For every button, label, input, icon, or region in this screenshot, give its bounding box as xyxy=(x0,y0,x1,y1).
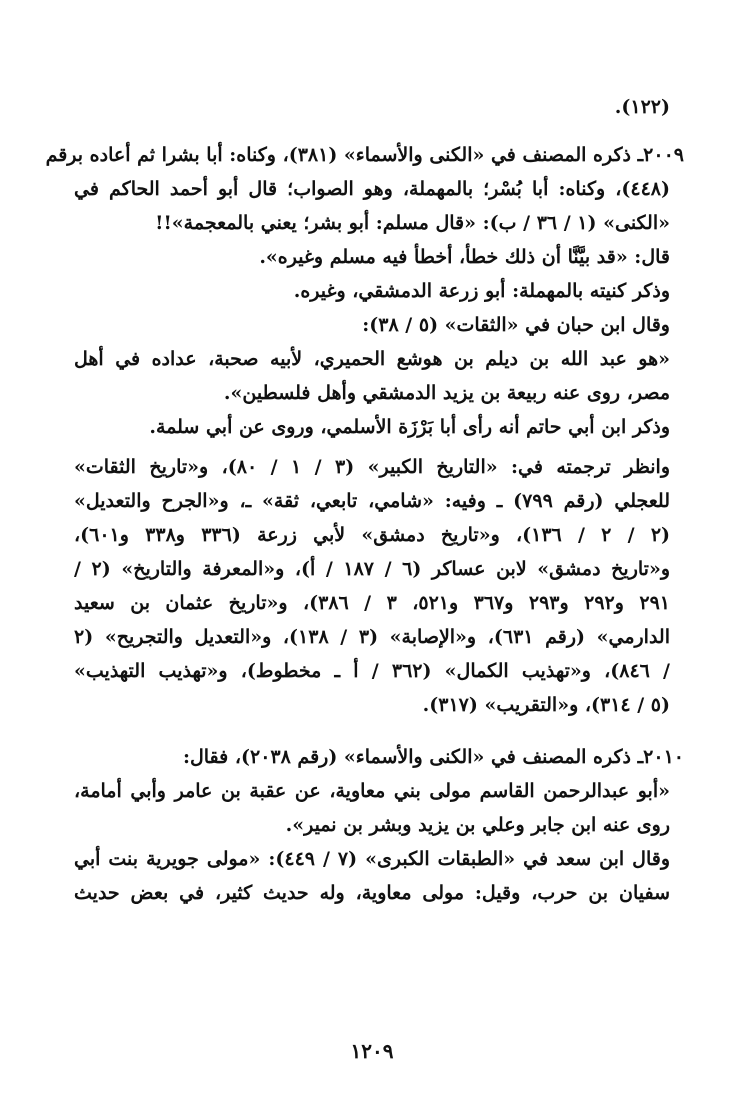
page-number: ١٢٠٩ xyxy=(350,1039,394,1063)
text-line: الدارمي» (رقم ٦٣١)، و«الإصابة» (٣ / ١٣٨)، و«التعديل والتجريح» (٢ xyxy=(74,626,671,648)
text-line: روى عنه ابن جابر وعلي بن يزيد وبشر بن نمير». xyxy=(285,814,670,836)
text-line: (٤٤٨)، وكناه: أبا بُسْر؛ بالمهملة، وهو الصواب؛ قال أبو أحمد الحاكم في xyxy=(74,178,670,200)
text-line: وذكر ابن أبي حاتم أنه رأى أبا بَرْزَة الأسلمي، وروى عن أبي سلمة. xyxy=(149,416,670,438)
text-line: وذكر كنيته بالمهملة: أبو زرعة الدمشقي، وغيره. xyxy=(293,280,670,302)
text-line: ٢٩١ و٢٩٢ و٢٩٣ و٣٦٧ و٥٢١، ٣ / ٣٨٦)، و«تاريخ عثمان بن سعيد xyxy=(74,592,670,614)
entry-2010-heading: ٢٠١٠ـ ذكره المصنف في «الكنى والأسماء» (رقم ٢٠٣٨)، فقال: xyxy=(182,746,684,768)
text-line: / ٨٤٦)، و«تهذيب الكمال» (٣٦٢ / أ ـ مخطوط)، و«تهذيب التهذيب» xyxy=(74,660,670,682)
text-line: «الكنى» (١ / ٣٦ / ب): «قال مسلم: أبو بشر؛ يعني بالمعجمة»!! xyxy=(155,212,670,234)
text-line: للعجلي (رقم ٧٩٩) ـ وفيه: «شامي، تابعي، ثقة» ـ، و«الجرح والتعديل» xyxy=(74,490,670,512)
footnote-line-1: (١٢٢). xyxy=(614,96,670,118)
text-line: وانظر ترجمته في: «التاريخ الكبير» (٣ / ١ / ٨٠)، و«تاريخ الثقات» xyxy=(74,456,671,478)
text-line: وقال ابن حبان في «الثقات» (٥ / ٣٨): xyxy=(362,314,670,336)
text-line: سفيان بن حرب، وقيل: مولى معاوية، وله حديث كثير، في بعض حديث xyxy=(74,882,670,904)
text-line: وقال ابن سعد في «الطبقات الكبرى» (٧ / ٤٤٩): «مولى جويرية بنت أبي xyxy=(74,848,670,870)
text-line: و«تاريخ دمشق» لابن عساكر (٦ / ١٨٧ / أ)، و«المعرفة والتاريخ» (٢ / xyxy=(74,558,670,580)
text-line: مصر، روى عنه ربيعة بن يزيد الدمشقي وأهل فلسطين». xyxy=(223,382,670,404)
text-line: قال: «قد بيَّنَّا أن ذلك خطأ، أخطأ فيه مسلم وغيره». xyxy=(259,246,670,268)
entry-2009-heading: ٢٠٠٩ـ ذكره المصنف في «الكنى والأسماء» (٣٨١)، وكناه: أبا بشرا ثم أعاده برقم xyxy=(45,144,684,166)
text-line: (٥ / ٣١٤)، و«التقريب» (٣١٧). xyxy=(422,694,670,716)
text-line: «هو عبد الله بن ديلم بن هوشع الحميري، لأبيه صحبة، عداده في أهل xyxy=(74,348,670,370)
text-line: (٢ / ٢ / ١٣٦)، و«تاريخ دمشق» لأبي زرعة (٣٣٦ و٣٣٨ و٦٠١)، xyxy=(74,524,671,546)
text-line: «أبو عبدالرحمن القاسم مولى بني معاوية، عن عقبة بن عامر وأبي أمامة، xyxy=(74,780,670,802)
